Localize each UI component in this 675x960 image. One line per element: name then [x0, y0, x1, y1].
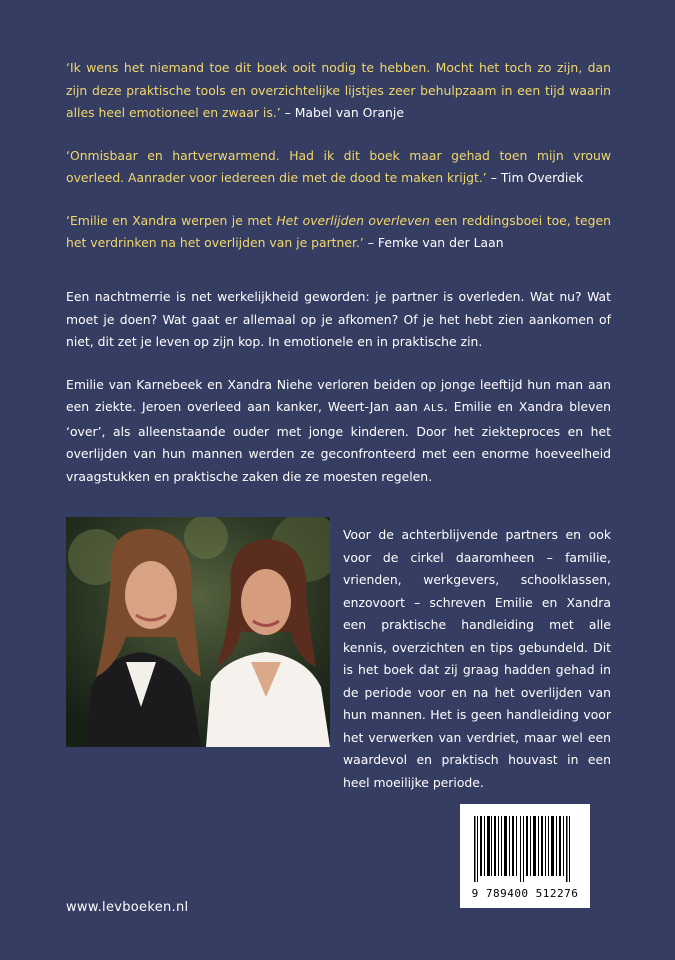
description: [66, 286, 611, 508]
quote-femke: [66, 210, 611, 255]
author-photo: [66, 517, 330, 747]
quote-author: – Mabel van Oranje: [280, 105, 404, 120]
quote-author: – Femke van der Laan: [363, 235, 504, 250]
paragraph-purpose: Voor de achterblijvende partners en ook voor de cirkel daaromheen – familie, vrienden, werkgevers, schoolklassen, enzovoort – schreven Emilie en Xandra een praktische handleiding met alle kennis, overzichten en tips gebundeld. Dit is het boek dat zij graag hadden gehad in de periode voor en na het overlijden van hun mannen. Het is geen handleiding voor het verwerken van verdriet, maar wel een waardevol en praktisch houvast in een heel moeilijke periode.: [343, 527, 611, 790]
barcode-bars: [460, 804, 590, 884]
paragraph-text: Emilie van Karnebeek en Xandra Niehe verloren beiden op jonge leeftijd hun man aan een ziekte. Jeroen overleed aan kanker, Weert-Jan aan: [66, 376, 611, 414]
isbn-number: 9 789400 512276: [471, 887, 579, 900]
quote-text: ‘Ik wens het niemand toe dit boek ooit nodig te hebben. Mocht het toch zo zijn, dan zijn deze praktische tools en overzichtelijke lijstjes zeer behulpzaam in een tijd waarin alles heel emotioneel en zwaar is.’: [66, 60, 611, 120]
author-photo-image: [66, 517, 330, 747]
quotes-section: [66, 57, 611, 275]
book-title: Het overlijden overleven: [276, 212, 430, 228]
publisher-website[interactable]: www.levboeken.nl: [66, 900, 189, 915]
quote-text: ‘Emilie en Xandra werpen je met: [66, 212, 277, 228]
quote-text: een reddingsboei toe, tegen het verdrinken na het overlijden van je partner.’: [66, 212, 611, 250]
abbreviation: ALS: [423, 403, 444, 414]
quote-tim: [66, 145, 611, 190]
quote-text: ‘Onmisbaar en hartverwarmend. Had ik dit boek maar gehad toen mijn vrouw overleed. Aanrader voor iedereen die met de dood te maken krijgt.’: [66, 147, 611, 185]
paragraph-text: . Emilie en Xandra bleven ‘over’, als alleenstaande ouder met jonge kinderen. Door het ziekteproces en het overlijden van hun mannen werden ze geconfronteerd met een enorme hoeveelheid vraagstukken en praktische zaken die ze moesten regelen.: [66, 399, 611, 484]
isbn-barcode: [460, 804, 590, 908]
quote-mabel: [66, 57, 611, 125]
quote-author: – Tim Overdiek: [486, 170, 584, 185]
paragraph-intro: Een nachtmerrie is net werkelijkheid geworden: je partner is overleden. Wat nu? Wat moet je doen? Wat gaat er allemaal op je afkomen? Of je het hebt zien aankomen of niet, dit zet je leven op zijn kop. In emotionele en in praktische zin.: [66, 289, 611, 349]
paragraph-authors: [66, 374, 611, 489]
